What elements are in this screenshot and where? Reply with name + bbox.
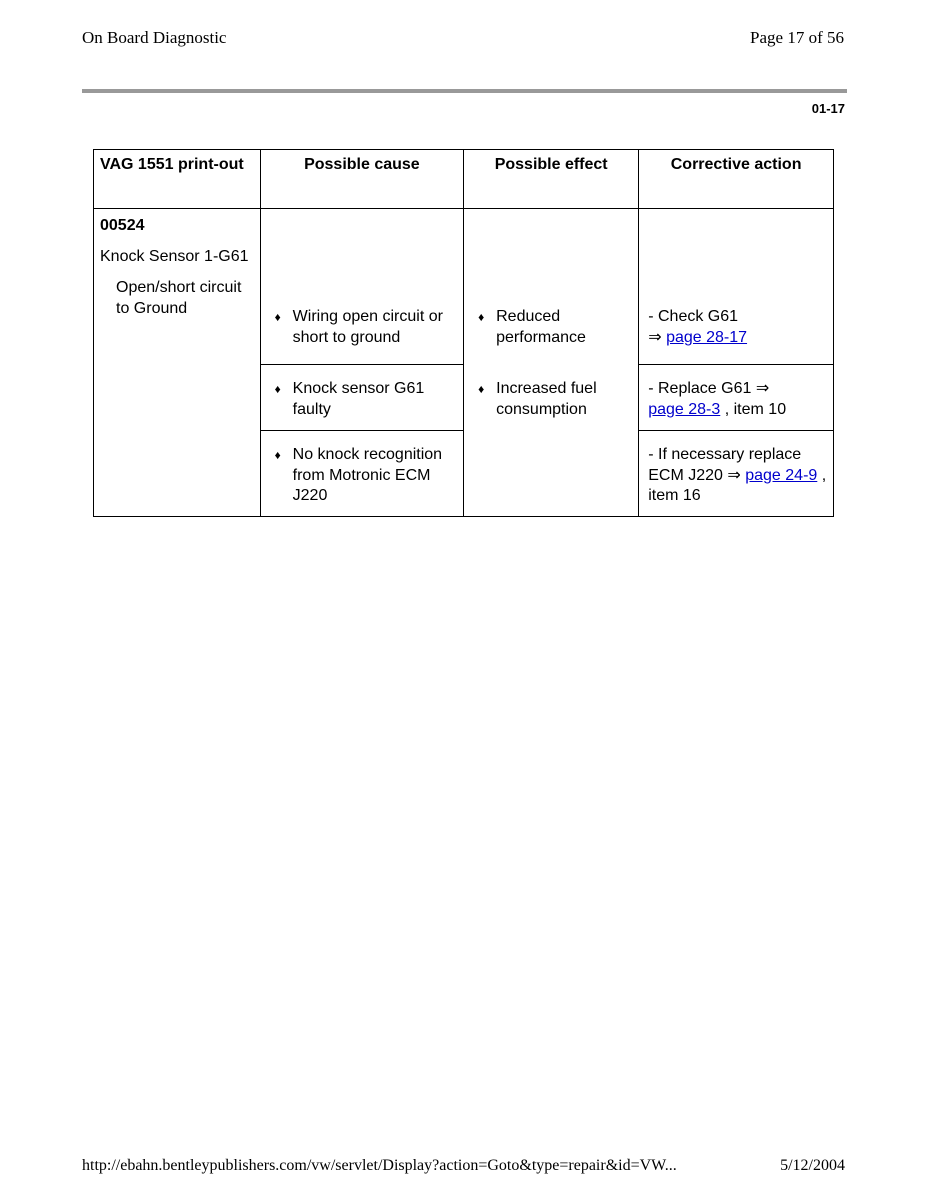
action-cell — [639, 365, 834, 431]
diamond-bullet-icon: ♦ — [274, 448, 281, 462]
action-text: - If necessary replace ECM J220 ⇒ page 24-9 , item 16 — [648, 446, 827, 504]
cause-cell — [260, 431, 463, 517]
diamond-bullet-icon: ♦ — [274, 382, 281, 396]
table-row — [94, 209, 834, 365]
fault-code: 00524 — [100, 217, 145, 234]
page-code: 01-17 — [811, 101, 845, 116]
fault-condition: Open/short circuit to Ground — [116, 279, 242, 317]
cause-cell — [260, 365, 463, 431]
diamond-bullet-icon: ♦ — [274, 310, 281, 324]
cause-text: Wiring open circuit or short to ground — [292, 308, 443, 346]
arrow-icon: ⇒ — [648, 328, 662, 346]
list-item — [261, 379, 463, 420]
list-item — [464, 307, 638, 348]
cause-cell — [260, 209, 463, 365]
header-effect: Possible effect — [464, 150, 639, 209]
table-header-row — [94, 150, 834, 209]
cause-text: Knock sensor G61 faulty — [292, 380, 425, 418]
diamond-bullet-icon: ♦ — [478, 382, 485, 396]
footer-date: 5/12/2004 — [780, 1157, 845, 1174]
link-page-24-9[interactable]: page 24-9 — [745, 466, 818, 484]
effect-cell — [464, 209, 639, 517]
diamond-bullet-icon: ♦ — [478, 310, 485, 324]
footer-url: http://ebahn.bentleypublishers.com/vw/servlet/Display?action=Goto&type=repair&id=VW... — [82, 1157, 677, 1174]
fault-cell — [94, 209, 261, 517]
action-cell — [639, 209, 834, 365]
action-text: - Replace G61 ⇒ page 28-3 , item 10 — [648, 380, 787, 418]
diagnostic-table — [93, 149, 834, 517]
header-cause: Possible cause — [260, 150, 463, 209]
effect-text: Increased fuel consumption — [496, 380, 597, 418]
header-action: Corrective action — [639, 150, 834, 209]
effect-text: Reduced performance — [496, 308, 586, 346]
list-item — [464, 379, 638, 420]
link-page-28-3[interactable]: page 28-3 — [648, 400, 721, 418]
header-divider — [82, 89, 847, 93]
link-page-28-17[interactable]: page 28-17 — [666, 328, 748, 346]
list-item — [261, 445, 463, 507]
action-text: - Check G61 ⇒ page 28-17 — [648, 308, 748, 346]
action-cell — [639, 431, 834, 517]
fault-component: Knock Sensor 1-G61 — [100, 247, 249, 265]
page-number: Page 17 of 56 — [750, 28, 844, 47]
header-printout: VAG 1551 print-out — [94, 150, 261, 209]
cause-text: No knock recognition from Motronic ECM J220 — [292, 446, 443, 504]
document-title: On Board Diagnostic — [82, 28, 227, 47]
list-item — [261, 307, 463, 348]
arrow-icon: ⇒ — [727, 466, 741, 484]
arrow-icon: ⇒ — [755, 380, 770, 397]
